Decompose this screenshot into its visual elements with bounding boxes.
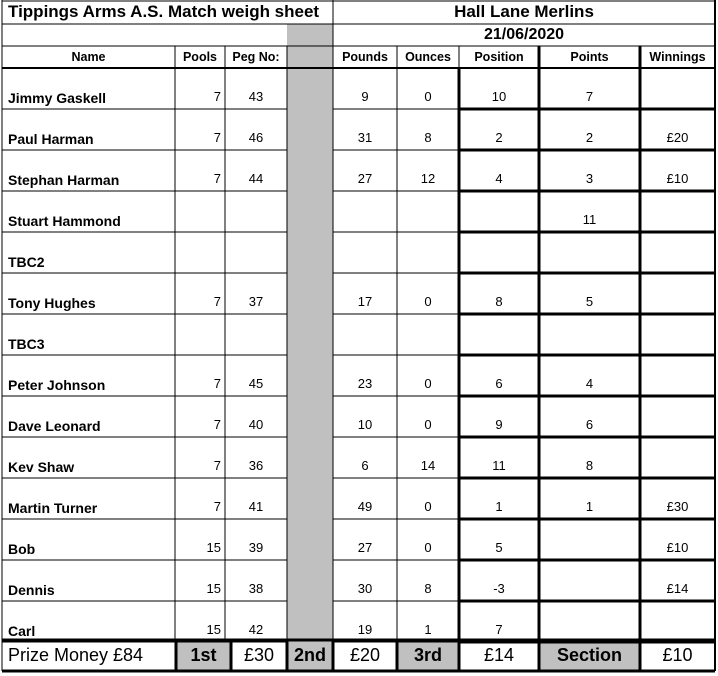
row-winnings-cell [640,355,715,396]
row-pounds-cell [333,191,397,232]
row-peg-cell: 37 [248,294,264,309]
row-pools-cell: 7 [213,294,221,309]
row-winnings-cell [640,396,715,437]
row-peg-cell [225,314,287,355]
row-points-cell: 11 [582,212,597,227]
row-pools-cell: 7 [213,130,221,145]
row-pounds-cell: 31 [357,130,373,145]
row-peg-cell: 38 [248,581,264,596]
row-position-cell [459,191,539,232]
row-name-cell: Martin Turner [8,500,98,516]
sheet-title: Tippings Arms A.S. Match weigh sheet [8,2,320,21]
footer-section-label: Section [556,645,622,665]
footer-third-label: 3rd [413,645,442,665]
row-pounds-cell: 10 [357,417,373,432]
row-position-cell [459,314,539,355]
row-pools-cell [175,191,225,232]
row-peg-cell: 40 [248,417,264,432]
row-points-cell [539,519,640,560]
row-pools-cell: 7 [213,89,221,104]
row-pools-cell [175,314,225,355]
footer-second-value: £20 [349,645,381,665]
row-name-cell: Jimmy Gaskell [8,90,107,106]
row-points-cell [539,601,640,642]
row-winnings-cell: £30 [666,499,689,514]
row-ounces-cell: 0 [424,89,432,104]
row-position-cell: 11 [492,458,506,473]
column-header-peg: Peg No: [232,50,280,64]
row-ounces-cell: 14 [420,458,436,473]
row-name-cell: TBC2 [8,254,45,270]
column-header-position: Position [474,50,524,64]
row-position-cell: 4 [495,171,503,186]
row-points-cell: 5 [585,294,594,309]
row-name-cell: Paul Harman [8,131,94,147]
row-peg-cell: 39 [248,540,264,555]
row-name-cell: Dave Leonard [8,418,101,434]
row-winnings-cell: £10 [666,540,689,555]
row-winnings-cell [640,68,715,109]
row-points-cell [539,314,640,355]
row-peg-cell: 46 [248,130,264,145]
row-pounds-cell: 27 [357,540,373,555]
row-pools-cell: 7 [213,171,221,186]
row-winnings-cell [640,191,715,232]
row-winnings-cell [640,601,715,642]
row-position-cell: 5 [495,540,503,555]
row-ounces-cell: 12 [420,171,436,186]
row-points-cell [539,560,640,601]
column-header-points: Points [570,50,609,64]
row-position-cell: 2 [495,130,503,145]
row-pools-cell [175,232,225,273]
row-name-cell: Tony Hughes [8,295,96,311]
footer-prize-money: Prize Money £84 [8,645,144,665]
row-name-cell: Stephan Harman [8,172,120,188]
row-peg-cell: 36 [248,458,264,473]
row-pounds-cell: 17 [357,294,373,309]
column-header-name: Name [71,50,106,64]
row-position-cell: 6 [495,376,503,391]
row-pools-cell: 7 [213,458,221,473]
row-winnings-cell: £20 [666,130,689,145]
footer-second-label: 2nd [293,645,326,665]
row-ounces-cell: 8 [424,581,432,596]
row-points-cell: 4 [585,376,594,391]
row-points-cell: 1 [585,499,594,514]
row-pools-cell: 7 [213,376,221,391]
row-winnings-cell [640,273,715,314]
row-points-cell: 8 [585,458,594,473]
row-peg-cell: 42 [248,622,264,637]
row-winnings-cell [640,232,715,273]
row-peg-cell [225,232,287,273]
row-points-cell: 3 [585,171,594,186]
row-pounds-cell [333,232,397,273]
row-ounces-cell [397,314,459,355]
row-winnings-cell [640,314,715,355]
footer-third-value: £14 [483,645,515,665]
row-name-cell: Bob [8,541,36,557]
row-name-cell: Stuart Hammond [8,213,121,229]
venue-name: Hall Lane Merlins [454,2,594,21]
row-pounds-cell: 49 [357,499,373,514]
row-points-cell [539,232,640,273]
row-ounces-cell: 0 [424,540,432,555]
row-pools-cell: 15 [206,581,221,596]
row-winnings-cell [640,437,715,478]
row-position-cell [459,232,539,273]
row-peg-cell [225,191,287,232]
row-position-cell: 10 [491,89,507,104]
column-header-pounds: Pounds [342,50,388,64]
column-header-ounces: Ounces [405,50,451,64]
row-name-cell: TBC3 [8,336,45,352]
footer-section-value: £10 [662,645,693,665]
row-winnings-cell: £10 [666,171,689,186]
match-date: 21/06/2020 [483,26,565,43]
row-pounds-cell: 19 [357,622,373,637]
row-ounces-cell [397,191,459,232]
row-ounces-cell: 0 [424,417,432,432]
row-pools-cell: 7 [213,417,221,432]
row-peg-cell: 41 [248,499,264,514]
row-pools-cell: 15 [206,622,221,637]
row-position-cell: -3 [493,581,505,596]
row-ounces-cell: 1 [424,622,432,637]
row-position-cell: 8 [495,294,503,309]
row-ounces-cell: 0 [424,499,432,514]
row-ounces-cell [397,232,459,273]
row-pounds-cell: 9 [361,89,369,104]
column-header-winnings: Winnings [649,50,706,64]
row-position-cell: 1 [495,499,503,514]
footer-first-label: 1st [190,645,217,665]
row-name-cell: Peter Johnson [8,377,106,393]
row-position-cell: 9 [495,417,503,432]
row-ounces-cell: 0 [424,376,432,391]
row-points-cell: 7 [585,89,594,104]
row-points-cell: 2 [585,130,594,145]
row-points-cell: 6 [585,417,594,432]
footer-first-value: £30 [243,645,275,665]
row-pools-cell: 15 [206,540,221,555]
row-ounces-cell: 0 [424,294,432,309]
row-ounces-cell: 8 [424,130,432,145]
row-pounds-cell: 6 [361,458,369,473]
row-pounds-cell: 30 [357,581,373,596]
row-winnings-cell: £14 [666,581,689,596]
row-peg-cell: 44 [248,171,264,186]
gap-column-shade [287,24,333,640]
row-name-cell: Kev Shaw [8,459,75,475]
row-name-cell: Dennis [8,582,55,598]
row-peg-cell: 45 [248,376,264,391]
row-peg-cell: 43 [248,89,264,104]
row-position-cell: 7 [495,622,503,637]
row-pounds-cell [333,314,397,355]
row-pounds-cell: 27 [357,171,373,186]
row-pounds-cell: 23 [357,376,373,391]
column-header-pools: Pools [182,50,218,64]
row-pools-cell: 7 [213,499,221,514]
row-name-cell: Carl [8,623,36,639]
